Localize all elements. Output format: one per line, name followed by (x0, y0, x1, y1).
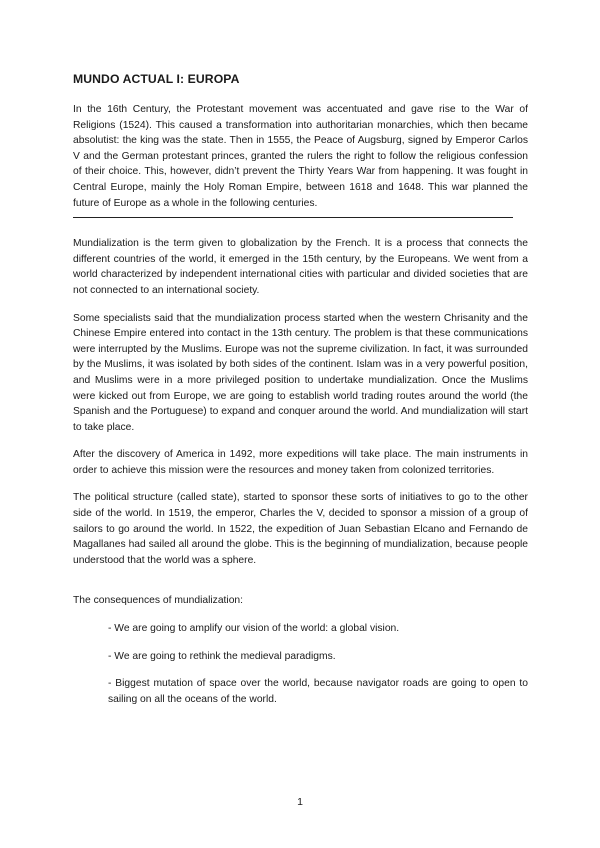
list-item: - Biggest mutation of space over the world, because navigator roads are going to open to sailing on all the oceans of the world. (108, 678, 528, 705)
consequences-list (73, 621, 528, 707)
paragraph-political-structure: The political structure (called state), started to sponsor these sorts of initiatives to go to the other side of the world. In 1519, the emperor, Charles the V, decided to sponsor a mission of a group of sailors to go around the world. In 1522, the expedition of Juan Sebastian Elcano and Fernando de Magallanes had sailed all around the globe. This is the beginning of mundialization, because people understood that the world was a sphere. (73, 492, 528, 566)
paragraph-discovery-of-america: After the discovery of America in 1492, more expeditions will take place. The main instruments in order to achieve this mission were the resources and money taken from colonized territories. (73, 449, 528, 476)
paragraph-religious-wars: In the 16th Century, the Protestant movement was accentuated and gave rise to the War of Religions (1524). This caused a transformation into authoritarian monarchies, which then became absolutist: the king was the state. Then in 1555, the Peace of Augsburg, signed by Emperor Carlos V and the German protestant princes, granted the rulers the right to follow the religious confession of their choice. This, however, didn’t prevent the Thirty Years War from happening. It was fought in Central Europe, mainly the Holy Roman Empire, between 1618 and 1648. This war planned the future of Europe as a whole in the following centuries. (73, 104, 528, 209)
paragraph-mundialization-definition: Mundialization is the term given to globalization by the French. It is a process that connects the different countries of the world, it emerged in the 15th century, by the Europeans. We went from a world characterized by independent international cities with particular and divided societies that are not connected to an international society. (73, 238, 528, 296)
consequences-heading: The consequences of mundialization: (73, 595, 244, 607)
list-item: - We are going to rethink the medieval paradigms. (108, 650, 336, 662)
paragraph-mundialization-origins: Some specialists said that the mundialization process started when the western Chrisanity and the Chinese Empire entered into contact in the 13th century. The problem is that these communications were interrupted by the Muslims. Europe was not the supreme civilization. In fact, it was surrounded by the Muslims, it was isolated by both sides of the continent. Islam was in a very powerful position, and Muslims were in a more privileged position to undertake mundialization. Once the Muslims were kicked out from Europe, we are going to establish world trading routes around the world (the Spanish and the Portuguese) to expand and conquer around the world. And mundialization will start to take place. (73, 312, 528, 433)
list-item: - We are going to amplify our vision of the world: a global vision. (108, 623, 400, 635)
page-number: 1 (297, 796, 303, 808)
document-page (73, 72, 528, 719)
document-title: MUNDO ACTUAL I: EUROPA (73, 72, 240, 86)
horizontal-rule (73, 217, 513, 218)
